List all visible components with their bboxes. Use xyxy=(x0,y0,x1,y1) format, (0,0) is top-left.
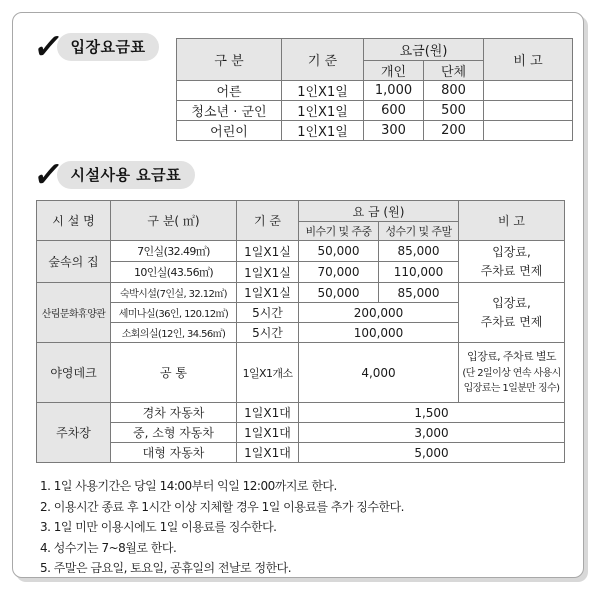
cell-division: 7인실(32.49㎡) xyxy=(111,241,237,262)
header-division: 구 분( ㎡) xyxy=(111,201,237,241)
cell-criteria: 1인X1일 xyxy=(282,121,364,141)
cell-peak: 85,000 xyxy=(379,241,459,262)
cell-division: 청소년 · 군인 xyxy=(177,101,282,121)
table-row xyxy=(177,81,573,101)
cell-group: 800 xyxy=(424,81,484,101)
remarks-line: 입장료, xyxy=(492,244,531,259)
header-offpeak: 비수기 및 주중 xyxy=(299,222,379,241)
facility-forest-culture-hall: 산림문화휴양관 xyxy=(37,283,111,343)
cell-division: 10인실(43.56㎡) xyxy=(111,262,237,283)
note-item: 4. 성수기는 7~8월로 한다. xyxy=(40,540,177,555)
section-title-label: 입장요금표 xyxy=(57,33,160,61)
cell-division: 어린이 xyxy=(177,121,282,141)
header-fee: 요 금 (원) xyxy=(299,201,459,222)
cell-fee: 100,000 xyxy=(299,323,459,343)
cell-remarks xyxy=(459,343,565,403)
cell-criteria: 1일X1실 xyxy=(237,262,299,283)
remarks-line: 입장료, 주차료 별도 xyxy=(467,350,556,364)
checkmark-icon: ✓ xyxy=(31,27,66,67)
section-title-label: 시설사용 요금표 xyxy=(57,161,196,189)
note-item: 3. 1일 미만 이용시에도 1일 이용료를 징수한다. xyxy=(40,520,277,535)
cell-criteria: 5시간 xyxy=(237,303,299,323)
cell-criteria: 1일X1실 xyxy=(237,283,299,303)
remarks-line: (단 2일이상 연속 사용시 xyxy=(462,367,561,379)
cell-division: 숙박시설(7인실, 32.12㎡) xyxy=(111,283,237,303)
cell-division: 세미나실(36인, 120.12㎡) xyxy=(111,303,237,323)
note-item: 2. 이용시간 종료 후 1시간 이상 지체할 경우 1일 이용료를 추가 징수한다. xyxy=(40,499,404,514)
admission-fee-table xyxy=(176,38,573,141)
facility-fee-table xyxy=(36,200,565,463)
cell-remarks xyxy=(484,101,573,121)
cell-remarks xyxy=(459,241,565,283)
cell-division: 대형 자동차 xyxy=(111,443,237,463)
facility-camping-deck: 야영데크 xyxy=(37,343,111,403)
cell-offpeak: 70,000 xyxy=(299,262,379,283)
header-division: 구 분 xyxy=(177,39,282,81)
table-row xyxy=(37,283,565,303)
remarks-line: 주차료 면제 xyxy=(480,263,543,278)
cell-division: 경차 자동차 xyxy=(111,403,237,423)
cell-criteria: 1일X1대 xyxy=(237,443,299,463)
cell-criteria: 1인X1일 xyxy=(282,101,364,121)
header-facility: 시 설 명 xyxy=(37,201,111,241)
cell-remarks xyxy=(484,121,573,141)
remarks-line: 입장료는 1일분만 징수) xyxy=(463,383,560,395)
cell-division: 중, 소형 자동차 xyxy=(111,423,237,443)
cell-division: 어른 xyxy=(177,81,282,101)
cell-criteria: 1일X1대 xyxy=(237,423,299,443)
notes-list xyxy=(40,476,580,579)
admission-fee-section-title xyxy=(31,27,159,67)
cell-fee: 1,500 xyxy=(299,403,565,423)
cell-group: 500 xyxy=(424,101,484,121)
remarks-line: 주차료 면제 xyxy=(480,314,543,329)
facility-forest-house: 숲속의 집 xyxy=(37,241,111,283)
cell-remarks xyxy=(484,81,573,101)
cell-division: 소회의실(12인, 34.56㎡) xyxy=(111,323,237,343)
cell-offpeak: 50,000 xyxy=(299,283,379,303)
table-row xyxy=(177,121,573,141)
header-group: 단체 xyxy=(424,61,484,81)
cell-fee: 4,000 xyxy=(299,343,459,403)
cell-criteria: 5시간 xyxy=(237,323,299,343)
cell-fee: 3,000 xyxy=(299,423,565,443)
header-peak: 성수기 및 주말 xyxy=(379,222,459,241)
cell-criteria: 1인X1일 xyxy=(282,81,364,101)
cell-remarks xyxy=(459,283,565,343)
table-row xyxy=(37,403,565,423)
header-individual: 개인 xyxy=(364,61,424,81)
cell-offpeak: 50,000 xyxy=(299,241,379,262)
header-criteria: 기 준 xyxy=(237,201,299,241)
cell-fee: 5,000 xyxy=(299,443,565,463)
cell-peak: 110,000 xyxy=(379,262,459,283)
facility-parking: 주차장 xyxy=(37,403,111,463)
cell-criteria: 1일X1대 xyxy=(237,403,299,423)
note-item: 1. 1일 사용기간은 당일 14:00부터 익일 12:00까지로 한다. xyxy=(40,479,337,493)
cell-criteria: 1일X1개소 xyxy=(237,343,299,403)
table-row xyxy=(37,443,565,463)
note-item: 5. 주말은 금요일, 토요일, 공휴일의 전날로 정한다. xyxy=(40,561,292,576)
cell-division: 공 통 xyxy=(111,343,237,403)
cell-peak: 85,000 xyxy=(379,283,459,303)
header-remarks: 비 고 xyxy=(484,39,573,81)
cell-group: 200 xyxy=(424,121,484,141)
cell-criteria: 1일X1실 xyxy=(237,241,299,262)
header-criteria: 기 준 xyxy=(282,39,364,81)
cell-individual: 1,000 xyxy=(364,81,424,101)
cell-individual: 300 xyxy=(364,121,424,141)
table-row xyxy=(37,241,565,262)
table-row xyxy=(37,423,565,443)
header-fee: 요금(원) xyxy=(364,39,484,61)
table-row xyxy=(177,101,573,121)
header-remarks: 비 고 xyxy=(459,201,565,241)
facility-fee-section-title xyxy=(31,155,195,195)
cell-individual: 600 xyxy=(364,101,424,121)
cell-fee: 200,000 xyxy=(299,303,459,323)
checkmark-icon: ✓ xyxy=(31,155,66,195)
table-row xyxy=(37,343,565,403)
remarks-line: 입장료, xyxy=(492,295,531,310)
